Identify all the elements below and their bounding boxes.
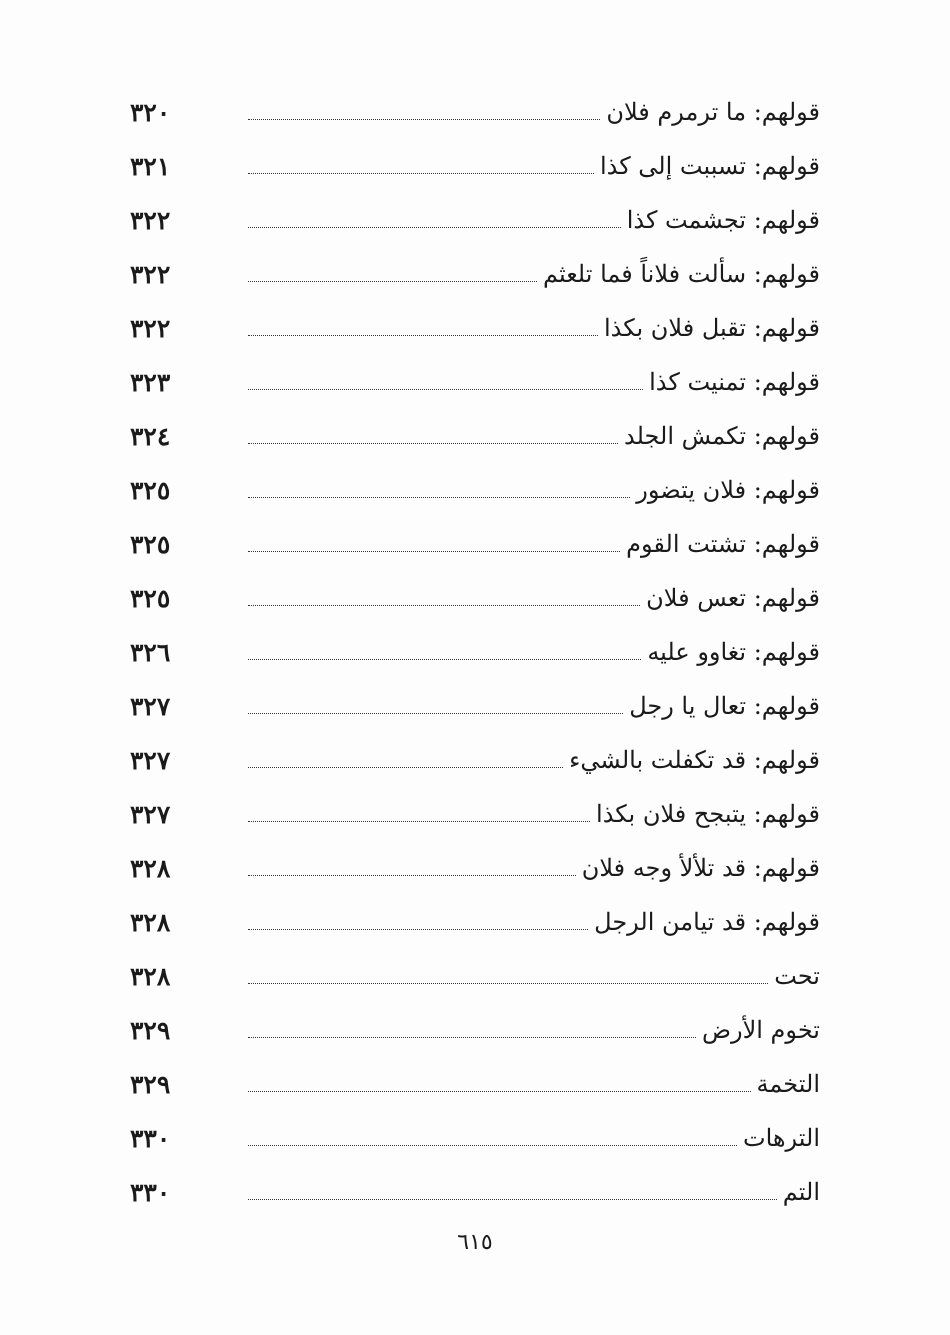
toc-page-number: ٣٢٧ — [130, 746, 171, 775]
dot-leader — [248, 496, 630, 498]
toc-entry-title: قولهم: ما ترمرم فلان — [606, 98, 820, 126]
dot-leader — [248, 712, 623, 714]
toc-entry-title: قولهم: فلان يتضور — [636, 476, 820, 504]
toc-page-number: ٣٢٥ — [130, 584, 171, 613]
toc-row — [130, 76, 820, 130]
toc-row — [130, 1102, 820, 1156]
toc-row — [130, 238, 820, 292]
toc-row — [130, 1048, 820, 1102]
toc-row — [130, 670, 820, 724]
dot-leader — [248, 550, 620, 552]
toc-page-number: ٣٢٤ — [130, 422, 171, 451]
toc-row — [130, 940, 820, 994]
dot-leader — [248, 118, 600, 120]
toc-entry-title: الترهات — [742, 1124, 820, 1152]
toc-entry-title: قولهم: تعس فلان — [646, 584, 820, 612]
dot-leader — [248, 172, 594, 174]
toc-entry-title: قولهم: تشتت القوم — [626, 530, 820, 558]
dot-leader — [248, 1198, 777, 1200]
dot-leader — [248, 1036, 696, 1038]
toc-entry-title: قولهم: سألت فلاناً فما تلعثم — [543, 260, 820, 288]
table-of-contents — [130, 76, 820, 1210]
toc-entry-title: قولهم: تغاوو عليه — [647, 638, 820, 666]
toc-entry-title: تخوم الأرض — [701, 1016, 820, 1044]
toc-row — [130, 886, 820, 940]
dot-leader — [248, 604, 640, 606]
toc-entry-title: تحت — [774, 962, 820, 990]
toc-row — [130, 994, 820, 1048]
toc-entry-title: قولهم: قد تكفلت بالشيء — [569, 746, 820, 774]
toc-row — [130, 1156, 820, 1210]
toc-page-number: ٣٢٢ — [130, 260, 171, 289]
toc-page-number: ٣٢٢ — [130, 206, 171, 235]
toc-row — [130, 346, 820, 400]
toc-entry-title: قولهم: تقبل فلان بكذا — [603, 314, 820, 342]
dot-leader — [248, 280, 537, 282]
toc-page-number: ٣٢٧ — [130, 800, 171, 829]
toc-entry-title: قولهم: قد تيامن الرجل — [594, 908, 820, 936]
toc-page-number: ٣٣٠ — [130, 1178, 171, 1207]
dot-leader — [248, 1090, 751, 1092]
toc-page-number: ٣٢٨ — [130, 908, 171, 937]
toc-page-number: ٣٢٩ — [130, 1016, 171, 1045]
toc-page-number: ٣٣٠ — [130, 1124, 171, 1153]
toc-row — [130, 454, 820, 508]
toc-row — [130, 616, 820, 670]
dot-leader — [248, 442, 618, 444]
toc-row — [130, 292, 820, 346]
toc-row — [130, 400, 820, 454]
toc-page-number: ٣٢٠ — [130, 98, 171, 127]
toc-entry-title: قولهم: يتبجح فلان بكذا — [596, 800, 820, 828]
toc-page-number: ٣٢٨ — [130, 962, 171, 991]
toc-entry-title: قولهم: تعال يا رجل — [629, 692, 820, 720]
toc-row — [130, 130, 820, 184]
toc-entry-title: التخمة — [756, 1070, 820, 1098]
dot-leader — [248, 334, 598, 336]
toc-page-number: ٣٢٩ — [130, 1070, 171, 1099]
toc-entry-title: قولهم: تسببت إلى كذا — [599, 152, 820, 180]
toc-page-number: ٣٢٥ — [130, 530, 171, 559]
dot-leader — [248, 226, 621, 228]
toc-page-number: ٣٢١ — [130, 152, 171, 181]
dot-leader — [248, 928, 588, 930]
dot-leader — [248, 874, 576, 876]
toc-entry-title: قولهم: قد تلألأ وجه فلان — [581, 854, 820, 882]
toc-row — [130, 778, 820, 832]
toc-page-number: ٣٢٨ — [130, 854, 171, 883]
toc-row — [130, 832, 820, 886]
dot-leader — [248, 982, 768, 984]
dot-leader — [248, 1144, 737, 1146]
toc-row — [130, 184, 820, 238]
dot-leader — [248, 820, 590, 822]
toc-entry-title: التم — [782, 1178, 820, 1206]
toc-row — [130, 508, 820, 562]
toc-page-number: ٣٢٢ — [130, 314, 171, 343]
toc-page-number: ٣٢٦ — [130, 638, 171, 667]
dot-leader — [248, 766, 563, 768]
dot-leader — [248, 658, 641, 660]
toc-entry-title: قولهم: تمنيت كذا — [649, 368, 820, 396]
toc-entry-title: قولهم: تكمش الجلد — [624, 422, 820, 450]
toc-entry-title: قولهم: تجشمت كذا — [626, 206, 820, 234]
toc-page-number: ٣٢٥ — [130, 476, 171, 505]
toc-page-number: ٣٢٣ — [130, 368, 171, 397]
toc-row — [130, 562, 820, 616]
toc-row — [130, 724, 820, 778]
dot-leader — [248, 388, 643, 390]
page-number-footer: ٦١٥ — [457, 1230, 493, 1255]
toc-page-number: ٣٢٧ — [130, 692, 171, 721]
